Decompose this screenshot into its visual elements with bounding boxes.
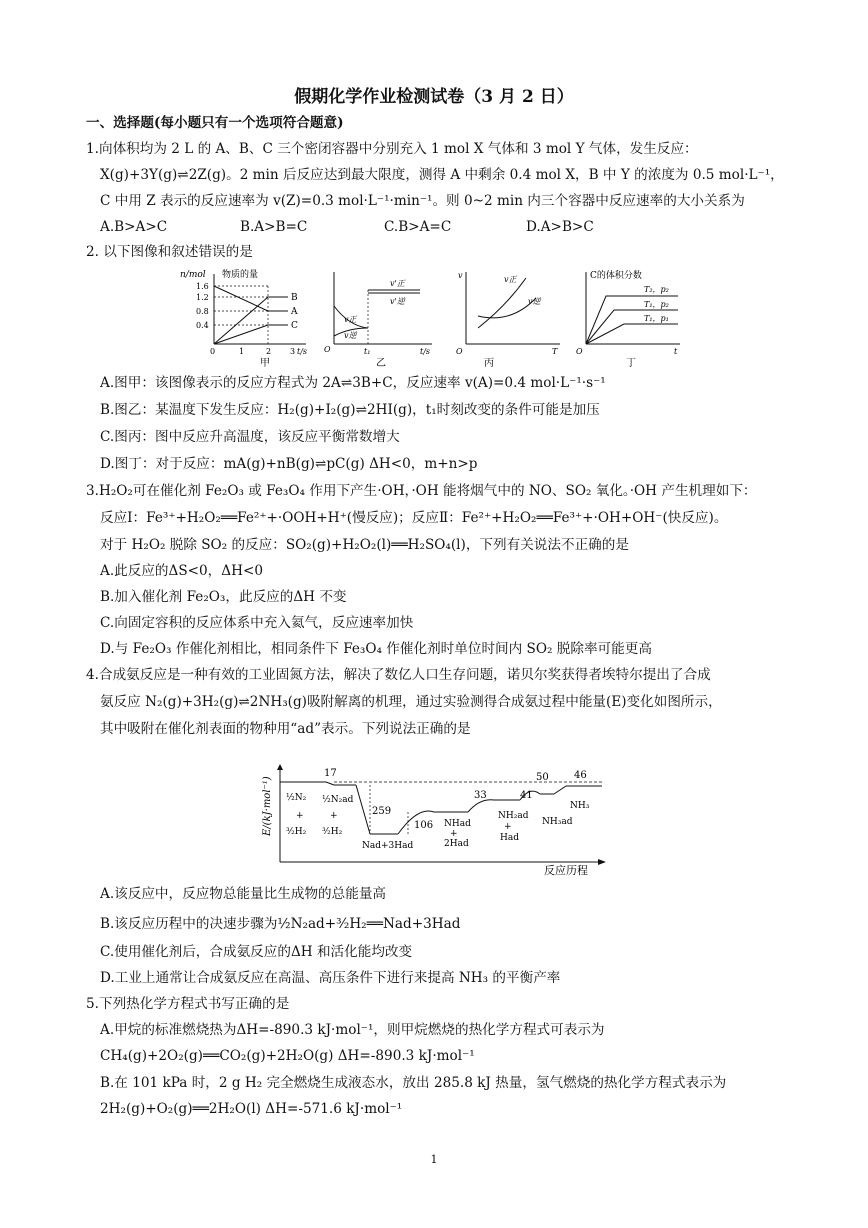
energy-value: 17 — [324, 768, 337, 779]
jia-label-b: B — [291, 293, 298, 303]
q4-line-1: 4.合成氨反应是一种有效的工业固氮方法，解决了数亿人口生存问题，诺贝尔奖获得者埃特尔提出了合成 — [86, 667, 711, 683]
energy-species: ³⁄₂H₂ — [286, 827, 307, 837]
q3-option-c: C.向固定容积的反应体系中充入氦气，反应速率加快 — [100, 615, 414, 631]
section-heading: 一、选择题(每小题只有一个选项符合题意) — [86, 115, 344, 131]
energy-xlabel: 反应历程 — [544, 864, 588, 877]
jia-xtick: 3 — [290, 347, 296, 356]
figure-ding — [576, 266, 686, 370]
energy-ylabel: E/(kJ·mol⁻¹) — [262, 776, 273, 836]
q1-line-1: 1.向体积均为 2 L 的 A、B、C 三个密闭容器中分别充入 1 mol X 气体和 3 mol Y 气体，发生反应： — [86, 141, 698, 157]
q3-line-3: 对于 H₂O₂ 脱除 SO₂ 的反应：SO₂(g)+H₂O₂(l)══H₂SO₄(l)，下列有关说法不正确的是 — [100, 537, 629, 553]
jia-ytick: 0.8 — [196, 307, 209, 316]
q2-option-b: B.图乙：某温度下发生反应：H₂(g)+I₂(g)⇌2HI(g)，t₁时刻改变的条件可能是加压 — [100, 402, 600, 418]
energy-value: 106 — [414, 820, 434, 831]
q4-option-d: D.工业上通常让合成氨反应在高温、高压条件下进行来提高 NH₃ 的平衡产率 — [100, 970, 561, 986]
q4-line-3: 其中吸附在催化剂表面的物种用“ad”表示。下列说法正确的是 — [100, 721, 471, 737]
energy-species: NHad — [444, 819, 471, 829]
yi-label: v逆 — [344, 331, 357, 340]
q2-option-c: C.图丙：图中反应升高温度，该反应平衡常数增大 — [100, 429, 400, 445]
bing-label: v正 — [504, 275, 517, 284]
energy-species: ³⁄₂H₂ — [322, 827, 343, 837]
q5-stem: 5.下列热化学方程式书写正确的是 — [86, 996, 290, 1012]
q5-option-a-line-1: A.甲烷的标准燃烧热为ΔH=-890.3 kJ·mol⁻¹，则甲烷燃烧的热化学方程式可表示为 — [100, 1022, 605, 1038]
ding-caption: 丁 — [626, 358, 636, 369]
energy-value: 259 — [372, 806, 392, 817]
q3-option-d: D.与 Fe₂O₃ 作催化剂相比，相同条件下 Fe₃O₄ 作催化剂时单位时间内 SO₂ 脱除率可能更高 — [100, 641, 652, 657]
yi-t1: t₁ — [364, 347, 371, 356]
ding-series-label: T₂，p₂ — [644, 285, 669, 294]
jia-xtick: 2 — [266, 347, 272, 356]
bing-label: v — [458, 271, 463, 280]
yi-label: v正 — [344, 315, 357, 324]
yi-origin: O — [324, 345, 331, 354]
jia-ytick: 1.6 — [196, 282, 209, 291]
q1-option-b: B.A>B=C — [240, 219, 308, 235]
jia-xunit: t/s — [297, 347, 308, 356]
q5-option-b-line-2: 2H₂(g)+O₂(g)══2H₂O(l) ΔH=-571.6 kJ·mol⁻¹ — [100, 1101, 403, 1117]
page-number: 1 — [430, 1153, 438, 1166]
energy-value: 33 — [474, 790, 487, 801]
q1-line-3: C 中用 Z 表示的反应速率为 v(Z)=0.3 mol·L⁻¹·min⁻¹。则 0~2 min 内三个容器中反应速率的大小关系为 — [100, 193, 745, 209]
q3-line-2: 反应Ⅰ：Fe³⁺+H₂O₂══Fe²⁺+·OOH+H⁺(慢反应)；反应Ⅱ：Fe²⁺+H₂O₂══Fe³⁺+·OH+OH⁻(快反应)。 — [100, 510, 728, 526]
jia-xtick: 1 — [239, 347, 245, 356]
energy-value: 41 — [520, 790, 533, 801]
energy-species: + — [450, 829, 458, 839]
q5-option-b-line-1: B.在 101 kPa 时，2 g H₂ 完全燃烧生成液态水，放出 285.8 kJ 热量，氢气燃烧的热化学方程式表示为 — [100, 1075, 727, 1091]
energy-species: NH₃ — [570, 801, 590, 811]
energy-species: Had — [500, 833, 519, 843]
energy-species: + — [296, 811, 304, 821]
q4-line-2: 氨反应 N₂(g)+3H₂(g)⇌2NH₃(g)吸附解离的机理，通过实验测得合成氨过程中能量(E)变化如图所示， — [100, 694, 722, 710]
energy-species: NH₂ad — [498, 811, 529, 821]
q3-option-b: B.加入催化剂 Fe₂O₃，此反应的ΔH 不变 — [100, 589, 347, 605]
q4-option-b: B.该反应历程中的决速步骤为½N₂ad+³⁄₂H₂══Nad+3Had — [100, 916, 461, 932]
figure-jia — [178, 266, 318, 370]
q2-stem: 2. 以下图像和叙述错误的是 — [86, 244, 253, 260]
yi-label: v'逆 — [390, 297, 405, 306]
bing-caption: 丙 — [484, 358, 494, 369]
jia-title: 物质的量 — [222, 270, 259, 280]
energy-species: ½N₂ — [286, 793, 307, 803]
q5-option-a-line-2: CH₄(g)+2O₂(g)══CO₂(g)+2H₂O(g) ΔH=-890.3 kJ·mol⁻¹ — [100, 1048, 475, 1064]
q1-option-d: D.A>B>C — [526, 219, 594, 235]
ding-title: C的体积分数 — [590, 271, 642, 281]
q2-option-a: A.图甲：该图像表示的反应方程式为 2A⇌3B+C，反应速率 v(A)=0.4 mol·L⁻¹·s⁻¹ — [100, 375, 606, 391]
jia-ytick: 1.2 — [196, 293, 209, 302]
q3-option-a: A.此反应的ΔS<0，ΔH<0 — [100, 563, 263, 579]
figure-bing — [456, 266, 564, 370]
energy-species: 2Had — [444, 839, 469, 849]
page-title: 假期化学作业检测试卷（3 月 2 日） — [294, 87, 574, 107]
jia-caption: 甲 — [260, 358, 270, 369]
energy-value: 50 — [536, 772, 549, 783]
jia-label-a: A — [291, 307, 298, 317]
bing-label: v逆 — [528, 297, 541, 306]
jia-ylabel: n/mol — [180, 270, 206, 280]
figure-yi — [324, 266, 444, 370]
energy-diagram — [258, 762, 614, 878]
energy-species: ½N₂ad — [322, 795, 354, 805]
q4-option-c: C.使用催化剂后，合成氨反应的ΔH 和活化能均改变 — [100, 944, 413, 960]
q3-line-1: 3.H₂O₂可在催化剂 Fe₂O₃ 或 Fe₃O₄ 作用下产生·OH，·OH 能将烟气中的 NO、SO₂ 氧化。·OH 产生机理如下： — [86, 483, 757, 499]
energy-species: NH₃ad — [542, 817, 573, 827]
jia-xtick: 0 — [210, 347, 216, 356]
q1-option-a: A.B>A>C — [100, 219, 168, 235]
q1-line-2: X(g)+3Y(g)⇌2Z(g)。2 min 后反应达到最大限度，测得 A 中剩余 0.4 mol X，B 中 Y 的浓度为 0.5 mol·L⁻¹， — [100, 167, 784, 183]
ding-series-label: T₁，p₂ — [644, 300, 669, 309]
yi-taxis: t/s — [420, 347, 431, 356]
ding-series-label: T₁，p₁ — [644, 314, 669, 323]
energy-species: Nad+3Had — [362, 841, 414, 851]
energy-value: 46 — [574, 770, 587, 781]
bing-origin: O — [456, 347, 463, 356]
q4-option-a: A.该反应中，反应物总能量比生成物的总能量高 — [100, 886, 387, 902]
jia-label-c: C — [291, 321, 298, 331]
q2-option-d: D.图丁：对于反应：mA(g)+nB(g)⇌pC(g) ΔH<0，m+n>p — [100, 456, 478, 472]
energy-species: + — [504, 822, 512, 832]
q1-option-c: C.B>A=C — [384, 219, 452, 235]
energy-species: + — [330, 811, 338, 821]
yi-caption: 乙 — [376, 358, 386, 369]
yi-label: v'正 — [390, 279, 405, 288]
ding-taxis: t — [674, 347, 678, 356]
ding-origin: O — [576, 347, 583, 356]
jia-ytick: 0.4 — [196, 321, 209, 330]
bing-taxis: T — [552, 347, 558, 356]
